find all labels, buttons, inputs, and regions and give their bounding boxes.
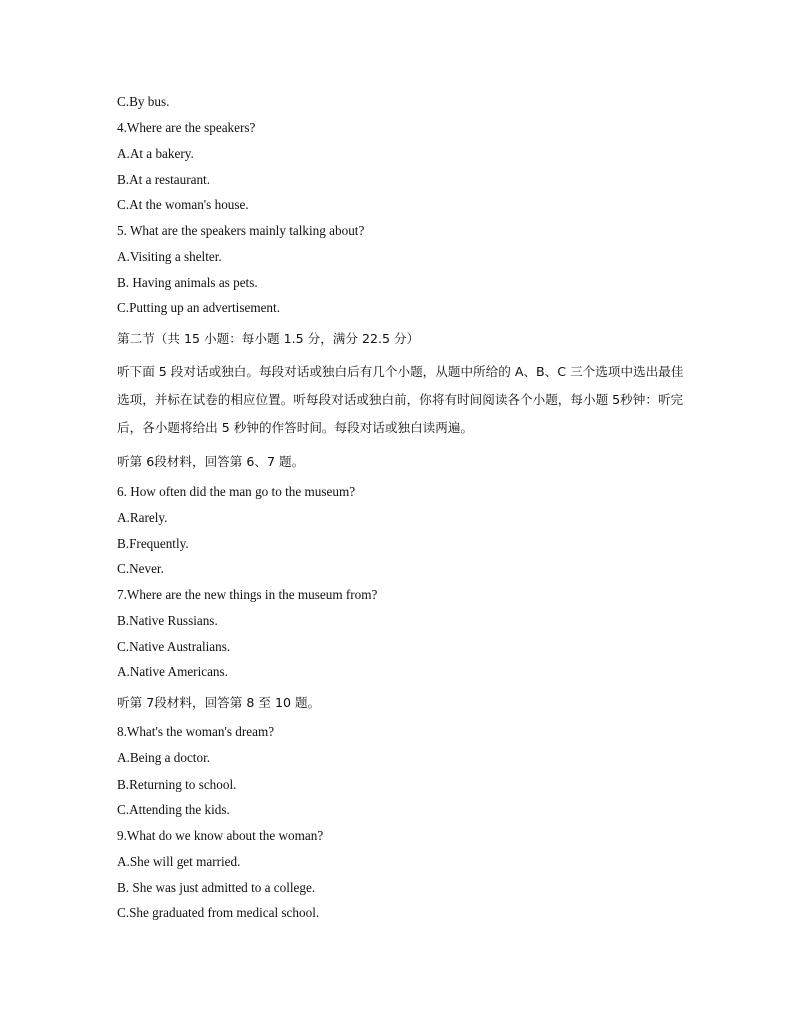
section2-heading: 第二节（共 15 小题：每小题 1.5 分，满分 22.5 分） <box>117 331 420 346</box>
q9-option-c: C.She graduated from medical school. <box>117 905 320 920</box>
q6-option-c: C.Never. <box>117 561 164 576</box>
q9-question: 9.What do we know about the woman? <box>117 828 324 843</box>
q4-option-a: A.At a bakery. <box>117 146 194 161</box>
q7-option-c: C.Native Australians. <box>117 639 231 654</box>
material7-prompt: 听第 7段材料，回答第 8 至 10 题。 <box>117 695 321 710</box>
q5-option-c: C.Putting up an advertisement. <box>117 300 280 315</box>
q4-option-b: B.At a restaurant. <box>117 172 211 187</box>
q8-option-a: A.Being a doctor. <box>117 750 211 765</box>
q5-option-b: B. Having animals as pets. <box>117 275 258 290</box>
q4-question: 4.Where are the speakers? <box>117 120 256 135</box>
q6-question: 6. How often did the man go to the museum? <box>117 484 356 499</box>
q5-question: 5. What are the speakers mainly talking about? <box>117 223 365 238</box>
q8-option-c: C.Attending the kids. <box>117 802 230 817</box>
q5-option-a: A.Visiting a shelter. <box>117 249 222 264</box>
q9-option-a: A.She will get married. <box>117 854 241 869</box>
material6-prompt: 听第 6段材料，回答第 6、7 题。 <box>117 454 305 469</box>
q4-option-c: C.At the woman's house. <box>117 197 249 212</box>
q7-option-b: B.Native Russians. <box>117 613 218 628</box>
q7-question: 7.Where are the new things in the museum from? <box>117 587 378 602</box>
q8-question: 8.What's the woman's dream? <box>117 724 275 739</box>
q6-option-a: A.Rarely. <box>117 510 168 525</box>
section2-instructions: 听下面 5 段对话或独白。每段对话或独白后有几个小题，从题中所给的 A、B、C 三个选项中选出最佳选项，并标在试卷的相应位置。听每段对话或独白前，你将有时间阅读各个小题，每小题 5秒钟：听完后，各小题将给出 5 秒钟的作答时间。每段对话或独白读两遍。 <box>117 364 684 435</box>
q6-option-b: B.Frequently. <box>117 536 189 551</box>
q9-option-b: B. She was just admitted to a college. <box>117 880 316 895</box>
q8-option-b: B.Returning to school. <box>117 777 237 792</box>
q7-option-a: A.Native Americans. <box>117 664 228 679</box>
q3-option-c: C.By bus. <box>117 94 170 109</box>
